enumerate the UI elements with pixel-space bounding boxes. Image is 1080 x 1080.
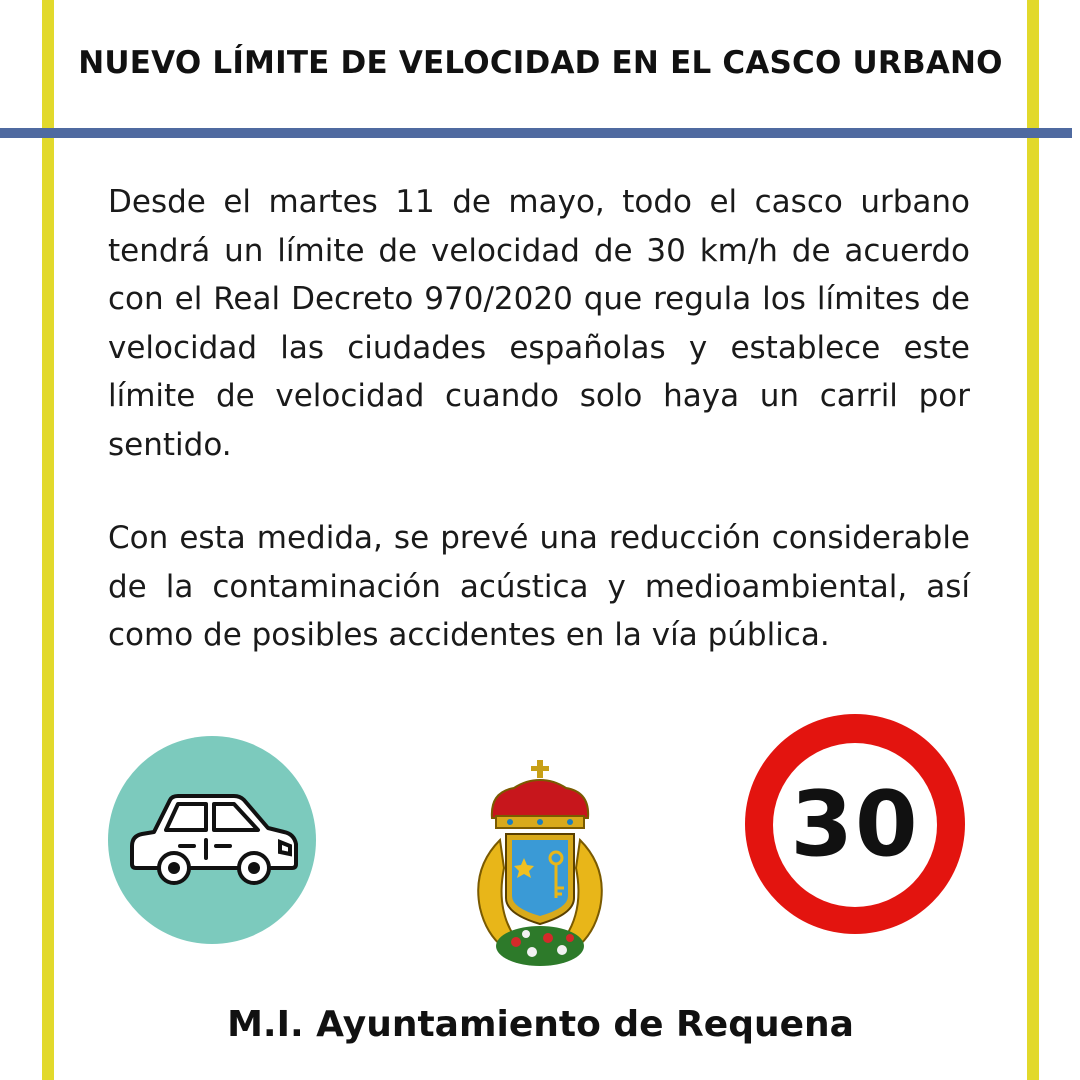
speed-limit-sign: [740, 708, 972, 940]
right-yellow-border: [1027, 0, 1039, 1080]
car-icon-graphic: [108, 736, 316, 944]
coat-of-arms-graphic: [470, 758, 610, 970]
footer-signature: M.I. Ayuntamiento de Requena: [227, 1004, 854, 1045]
speed-sign-ring: [745, 714, 965, 934]
paragraph-2: Con esta medida, se prevé una reducción considerable de la contaminación acústica y medioambiental, así como de posibles accidentes en la vía pública.: [108, 520, 970, 653]
car-icon: [108, 736, 316, 944]
coat-of-arms: [470, 758, 610, 970]
paragraph-1: Desde el martes 11 de mayo, todo el casco urbano tendrá un límite de velocidad de 30 km/h de acuerdo con el Real Decreto 970/2020 que regula los límites de velocidad las ciudades españolas y establece este límite de velocidad cuando solo haya un carril por sentido.: [108, 184, 970, 463]
speed-sign-face: [773, 743, 937, 907]
blue-divider: [0, 128, 1072, 138]
left-yellow-border: [42, 0, 54, 1080]
page-title: NUEVO LÍMITE DE VELOCIDAD EN EL CASCO URBANO: [78, 45, 1003, 81]
speed-limit-value: 30: [790, 772, 920, 877]
